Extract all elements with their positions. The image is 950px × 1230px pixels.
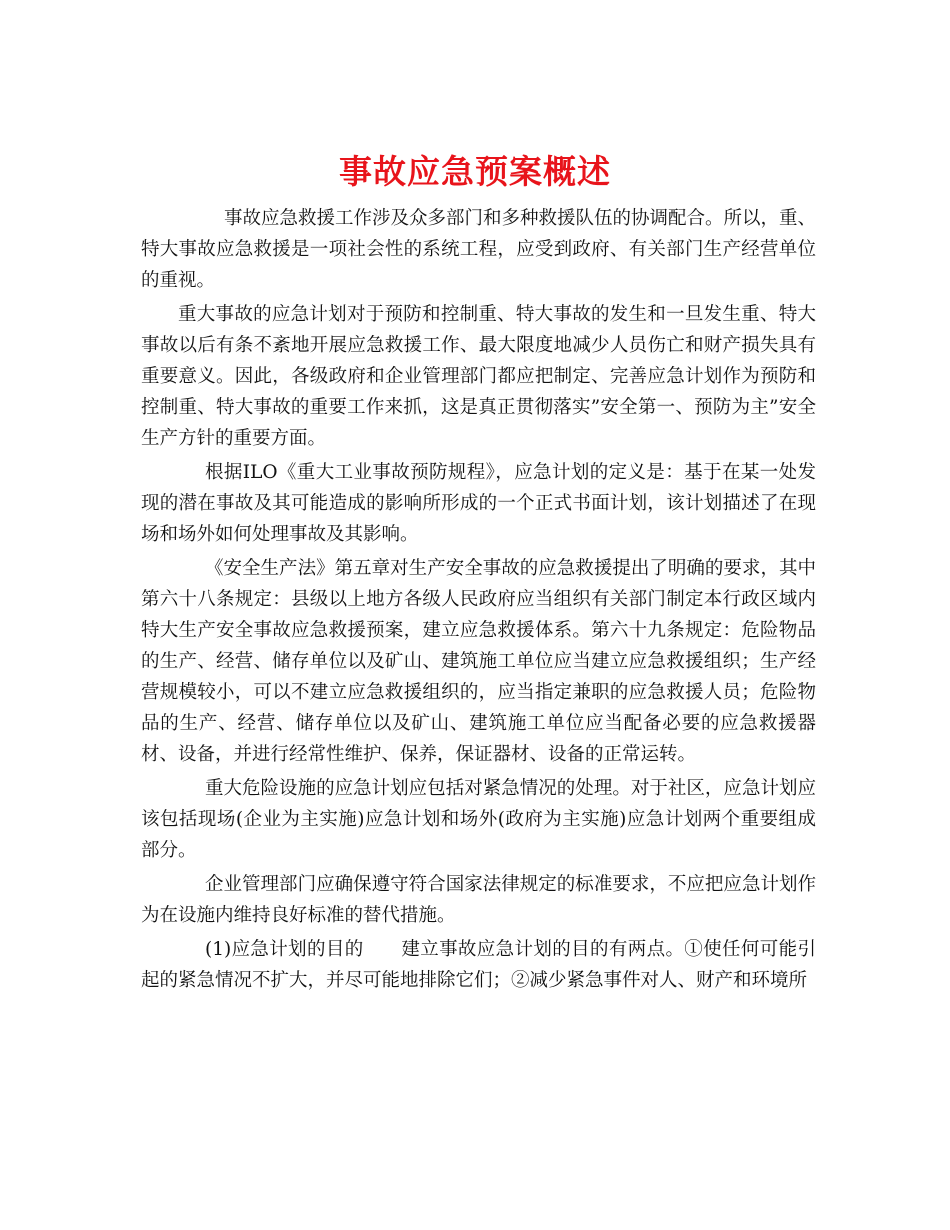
document-body bbox=[141, 203, 816, 999]
paragraph-ilo-definition: 根据ILO《重大工业事故预防规程》，应急计划的定义是：基于在某一处发现的潜在事故及其可能造成的影响所形成的一个正式书面计划，该计划描述了在现场和场外如何处理事故及其影响。 bbox=[141, 462, 816, 545]
paragraph-management: 企业管理部门应确保遵守符合国家法律规定的标准要求，不应把应急计划作为在设施内维持良好标准的替代措施。 bbox=[141, 874, 816, 926]
paragraph-plan-purpose: (1)应急计划的目的 建立事故应急计划的目的有两点。①使任何可能引起的紧急情况不扩大，并尽可能地排除它们；②减少紧急事件对人、财产和环境所 bbox=[141, 939, 816, 991]
paragraph-safety-law: 《安全生产法》第五章对生产安全事故的应急救援提出了明确的要求，其中第六十八条规定：县级以上地方各级人民政府应当组织有关部门制定本行政区域内特大生产安全事故应急救援预案，建立应急救援体系。第六十九条规定：危险物品的生产、经营、储存单位以及矿山、建筑施工单位应当建立应急救援组织；生产经营规模较小，可以不建立应急救援组织的，应当指定兼职的应急救援人员；危险物品的生产、经营、储存单位以及矿山、建筑施工单位应当配备必要的应急救援器材、设备，并进行经常性维护、保养，保证器材、设备的正常运转。 bbox=[141, 558, 816, 765]
paragraph-intro: 事故应急救援工作涉及众多部门和多种救援队伍的协调配合。所以，重、特大事故应急救援是一项社会性的系统工程，应受到政府、有关部门生产经营单位的重视。 bbox=[141, 208, 817, 291]
paragraph-importance: 重大事故的应急计划对于预防和控制重、特大事故的发生和一旦发生重、特大事故以后有条不紊地开展应急救援工作、最大限度地减少人员伤亡和财产损失具有重要意义。因此，各级政府和企业管理部门都应把制定、完善应急计划作为预防和控制重、特大事故的重要工作来抓，这是真正贯彻落实”安全第一、预防为主”安全生产方针的重要方面。 bbox=[141, 304, 816, 449]
paragraph-facility-plan: 重大危险设施的应急计划应包括对紧急情况的处理。对于社区，应急计划应该包括现场(企业为主实施)应急计划和场外(政府为主实施)应急计划两个重要组成部分。 bbox=[141, 778, 816, 861]
document-title: 事故应急预案概述 bbox=[339, 152, 611, 192]
